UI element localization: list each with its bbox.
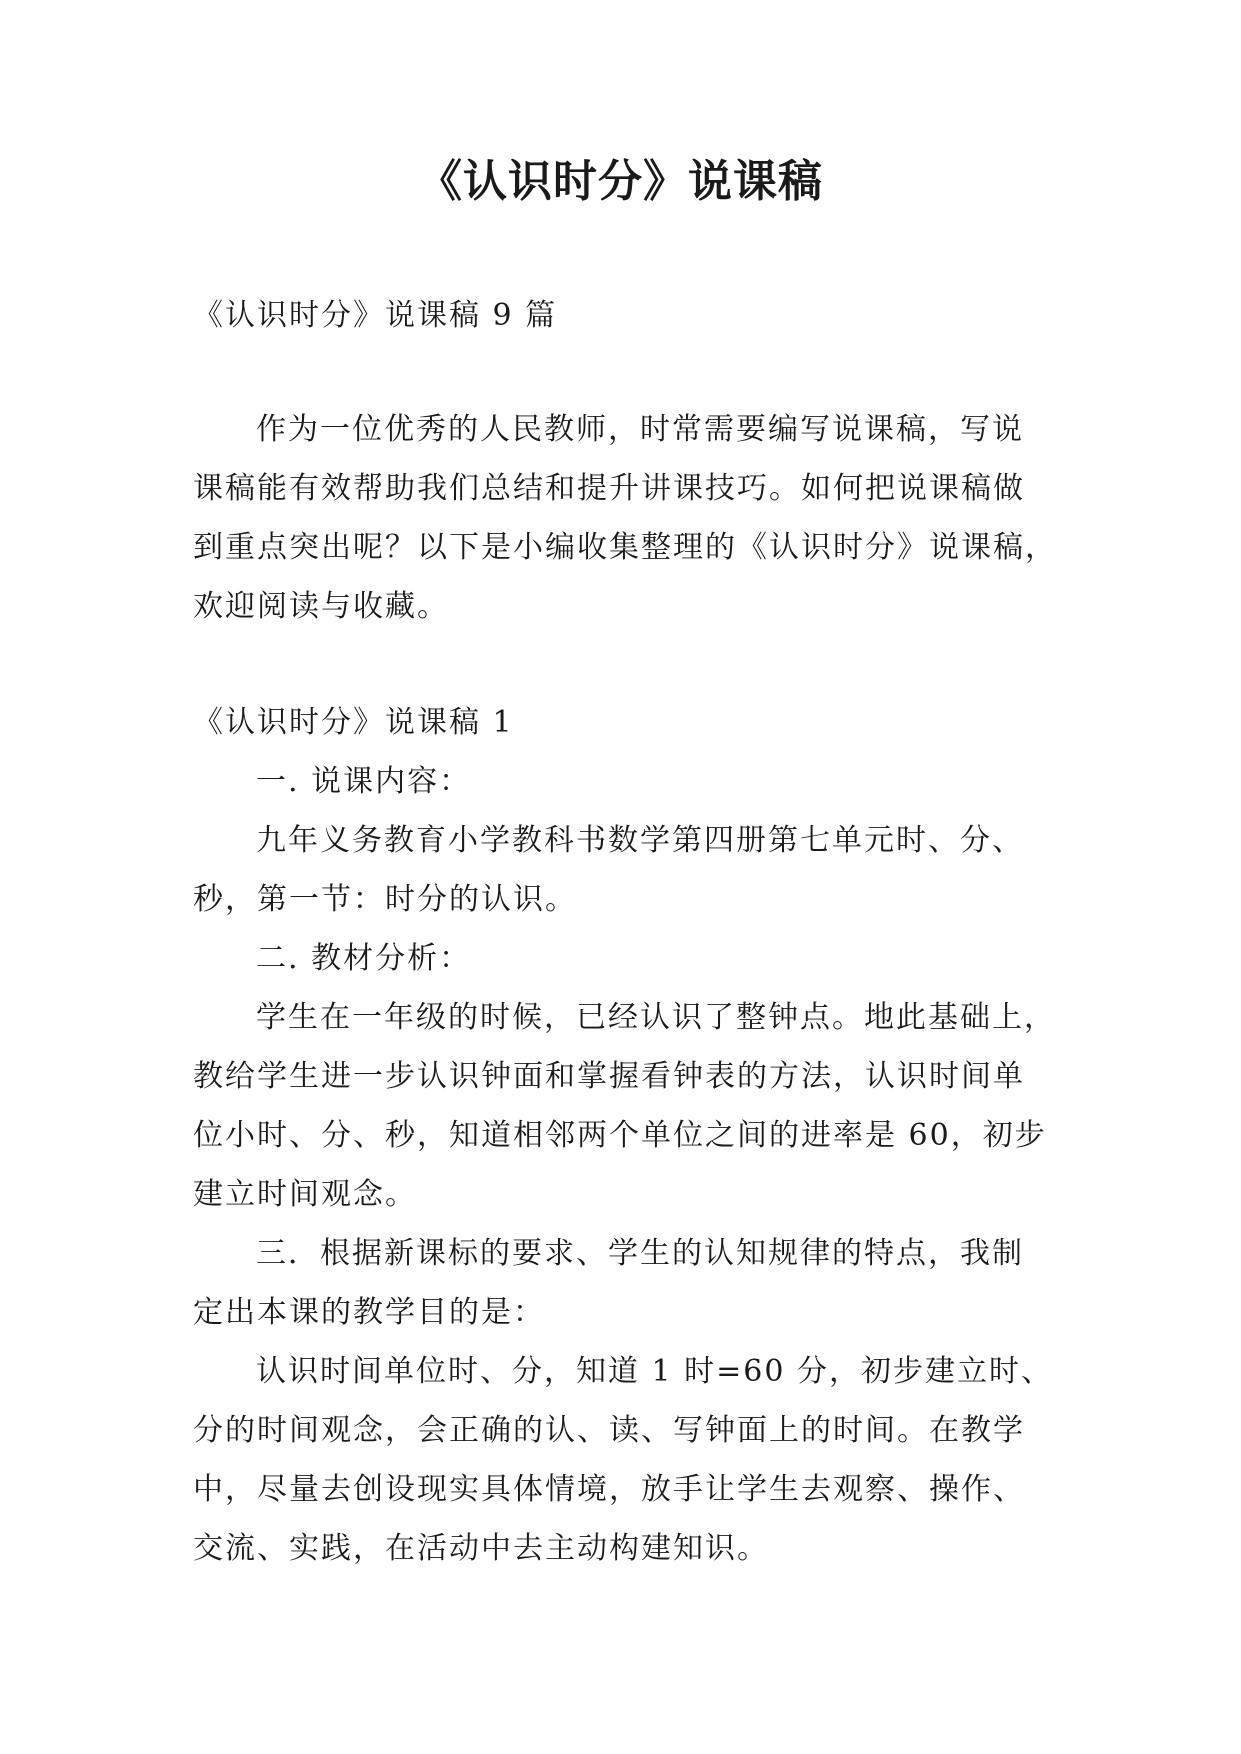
body-line: 二. 教材分析：: [256, 941, 472, 976]
body-line: 交流、实践，在活动中去主动构建知识。: [193, 1531, 769, 1566]
body-line: 位小时、分、秒，知道相邻两个单位之间的进率是 60，初步: [193, 1118, 1047, 1153]
body-line: 教给学生进一步认识钟面和掌握看钟表的方法，认识时间单: [193, 1059, 1025, 1094]
document-title: 《认识时分》说课稿: [418, 156, 823, 207]
body-line: 秒，第一节：时分的认识。: [193, 882, 577, 917]
subtitle: 《认识时分》说课稿 9 篇: [193, 298, 558, 333]
intro-line: 作为一位优秀的人民教师，时常需要编写说课稿，写说: [256, 412, 1024, 447]
body-line: 定出本课的教学目的是：: [193, 1295, 545, 1330]
body-line: 一. 说课内容：: [256, 764, 472, 799]
section-heading: 《认识时分》说课稿 1: [193, 705, 514, 740]
body-line: 中，尽量去创设现实具体情境，放手让学生去观察、操作、: [193, 1472, 1025, 1507]
body-line: 学生在一年级的时候，已经认识了整钟点。地此基础上，: [256, 1000, 1056, 1035]
intro-line: 课稿能有效帮助我们总结和提升讲课技巧。如何把说课稿做: [193, 471, 1025, 506]
intro-line: 欢迎阅读与收藏。: [193, 589, 449, 624]
body-line: 认识时间单位时、分，知道 1 时=60 分，初步建立时、: [256, 1354, 1054, 1389]
body-line: 建立时间观念。: [193, 1177, 417, 1212]
body-line: 分的时间观念，会正确的认、读、写钟面上的时间。在教学: [193, 1413, 1025, 1448]
body-line: 三．根据新课标的要求、学生的认知规律的特点，我制: [256, 1236, 1024, 1271]
intro-line: 到重点突出呢？以下是小编收集整理的《认识时分》说课稿，: [193, 530, 1057, 565]
body-line: 九年义务教育小学教科书数学第四册第七单元时、分、: [256, 823, 1024, 858]
